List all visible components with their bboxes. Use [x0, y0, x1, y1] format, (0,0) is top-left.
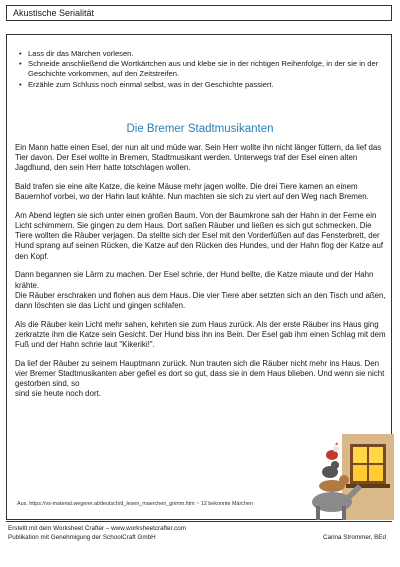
footer-credit: Erstellt mit dem Worksheet Crafter – www.worksheetcrafter.com	[8, 525, 186, 532]
story-text	[15, 143, 387, 408]
story-paragraph: Da lief der Räuber zu seinem Hauptmann zurück. Nun trauten sich die Räuber nicht mehr ins Haus. Den vier Bremer Stadtmusikanten aber gefiel es dort so gut, dass sie in dem Haus blieben. Und wenn sie nicht gestorben sind, so sind sie heute noch dort.	[15, 358, 385, 399]
rooster-head	[333, 446, 339, 452]
footer-author: Carina Strommer, BEd	[323, 534, 386, 541]
window-sill	[346, 484, 390, 488]
instruction-list	[19, 49, 379, 90]
instruction-item: • Schneide anschließend die Wortkärtchen aus und klebe sie in der richtigen Reihenfolge, in der sie in der Geschichte vorkommen, auf den Zeitstreifen.	[19, 59, 379, 79]
window-pane	[353, 465, 367, 481]
story-title: Die Bremer Stadtmusikanten	[126, 123, 274, 135]
donkey-leg	[342, 506, 346, 520]
dog-head	[339, 475, 349, 485]
header-title-box	[6, 5, 392, 21]
story-paragraph: Dann begannen sie Lärm zu machen. Der Esel schrie, der Hund bellte, die Katze miaute und der Hahn krähte. Die Räuber erschraken und flohen aus dem Haus. Die vier Tiere aber setzten sich an den Tisch und aßen, dann löschten sie das Licht und gingen schlafen.	[15, 270, 386, 310]
cat-head	[331, 461, 339, 469]
story-paragraph: Als die Räuber kein Licht mehr sahen, kehrten sie zum Haus zurück. Als der erste Räuber ins Haus ging zerkratzte ihm die Katze sein Gesicht. Der Hund biss ihn ins Bein. Der Esel gab ihm einen Schlag mit dem Fuß und der Hahn schrie laut "Kikeriki!".	[15, 319, 386, 349]
source-citation: Aus. https://vs-material.wegerer.at/deutsch/d_lesen_maerchen_grimm.htm ~ 12 bekonnte Märchen	[17, 501, 253, 507]
story-paragraph: Bald trafen sie eine alte Katze, die keine Mäuse mehr jagen wollte. Die drei Tiere kamen an einem Bauernhof vorbei, wo der Hahn laut krähte. Nun machten sie sich zu viert auf den Weg nach Bremen.	[15, 182, 369, 202]
window-pane	[369, 447, 383, 463]
instruction-item: • Erzähle zum Schluss noch einmal selbst, was in der Geschichte passiert.	[19, 79, 274, 89]
header-title: Akustische Serialität	[13, 8, 95, 18]
window-pane	[369, 465, 383, 481]
story-paragraph: Am Abend legten sie sich unter einen großen Baum. Von der Baumkrone sah der Hahn in der Ferne ein Licht schimmern. Sie gingen zu dem Haus. Dort saßen Räuber und ließen es sich gut schmecken. Die Tiere wollten die Räuber verjagen. Da stellte sich der Esel mit den Vorderfüßen auf das Fensterbrett, der Hund sprang auf seinen Rücken, die Katze auf den Rücken des Hundes, und der Hahn flog der Katze auf den Kopf.	[15, 210, 384, 261]
footer-permission: Publikation mit Genehmigung der SchoolCraft GmbH	[8, 534, 156, 541]
instruction-item: • Lass dir das Märchen vorlesen.	[19, 49, 134, 58]
footer	[6, 521, 392, 545]
donkey-leg	[316, 506, 320, 520]
bremen-musicians-illustration	[302, 430, 394, 520]
window-pane	[353, 447, 367, 463]
story-paragraph: Ein Mann hatte einen Esel, der nun alt und müde war. Sein Herr wollte ihn nicht länger füttern, da lief das Tier davon. Der Esel wollte in Bremen, Stadtmusikant werden. Unterwegs traf der Esel einen alten Jagdhund, den sein Herr hatte totschlagen wollen.	[15, 143, 382, 173]
rooster-comb	[335, 442, 338, 445]
